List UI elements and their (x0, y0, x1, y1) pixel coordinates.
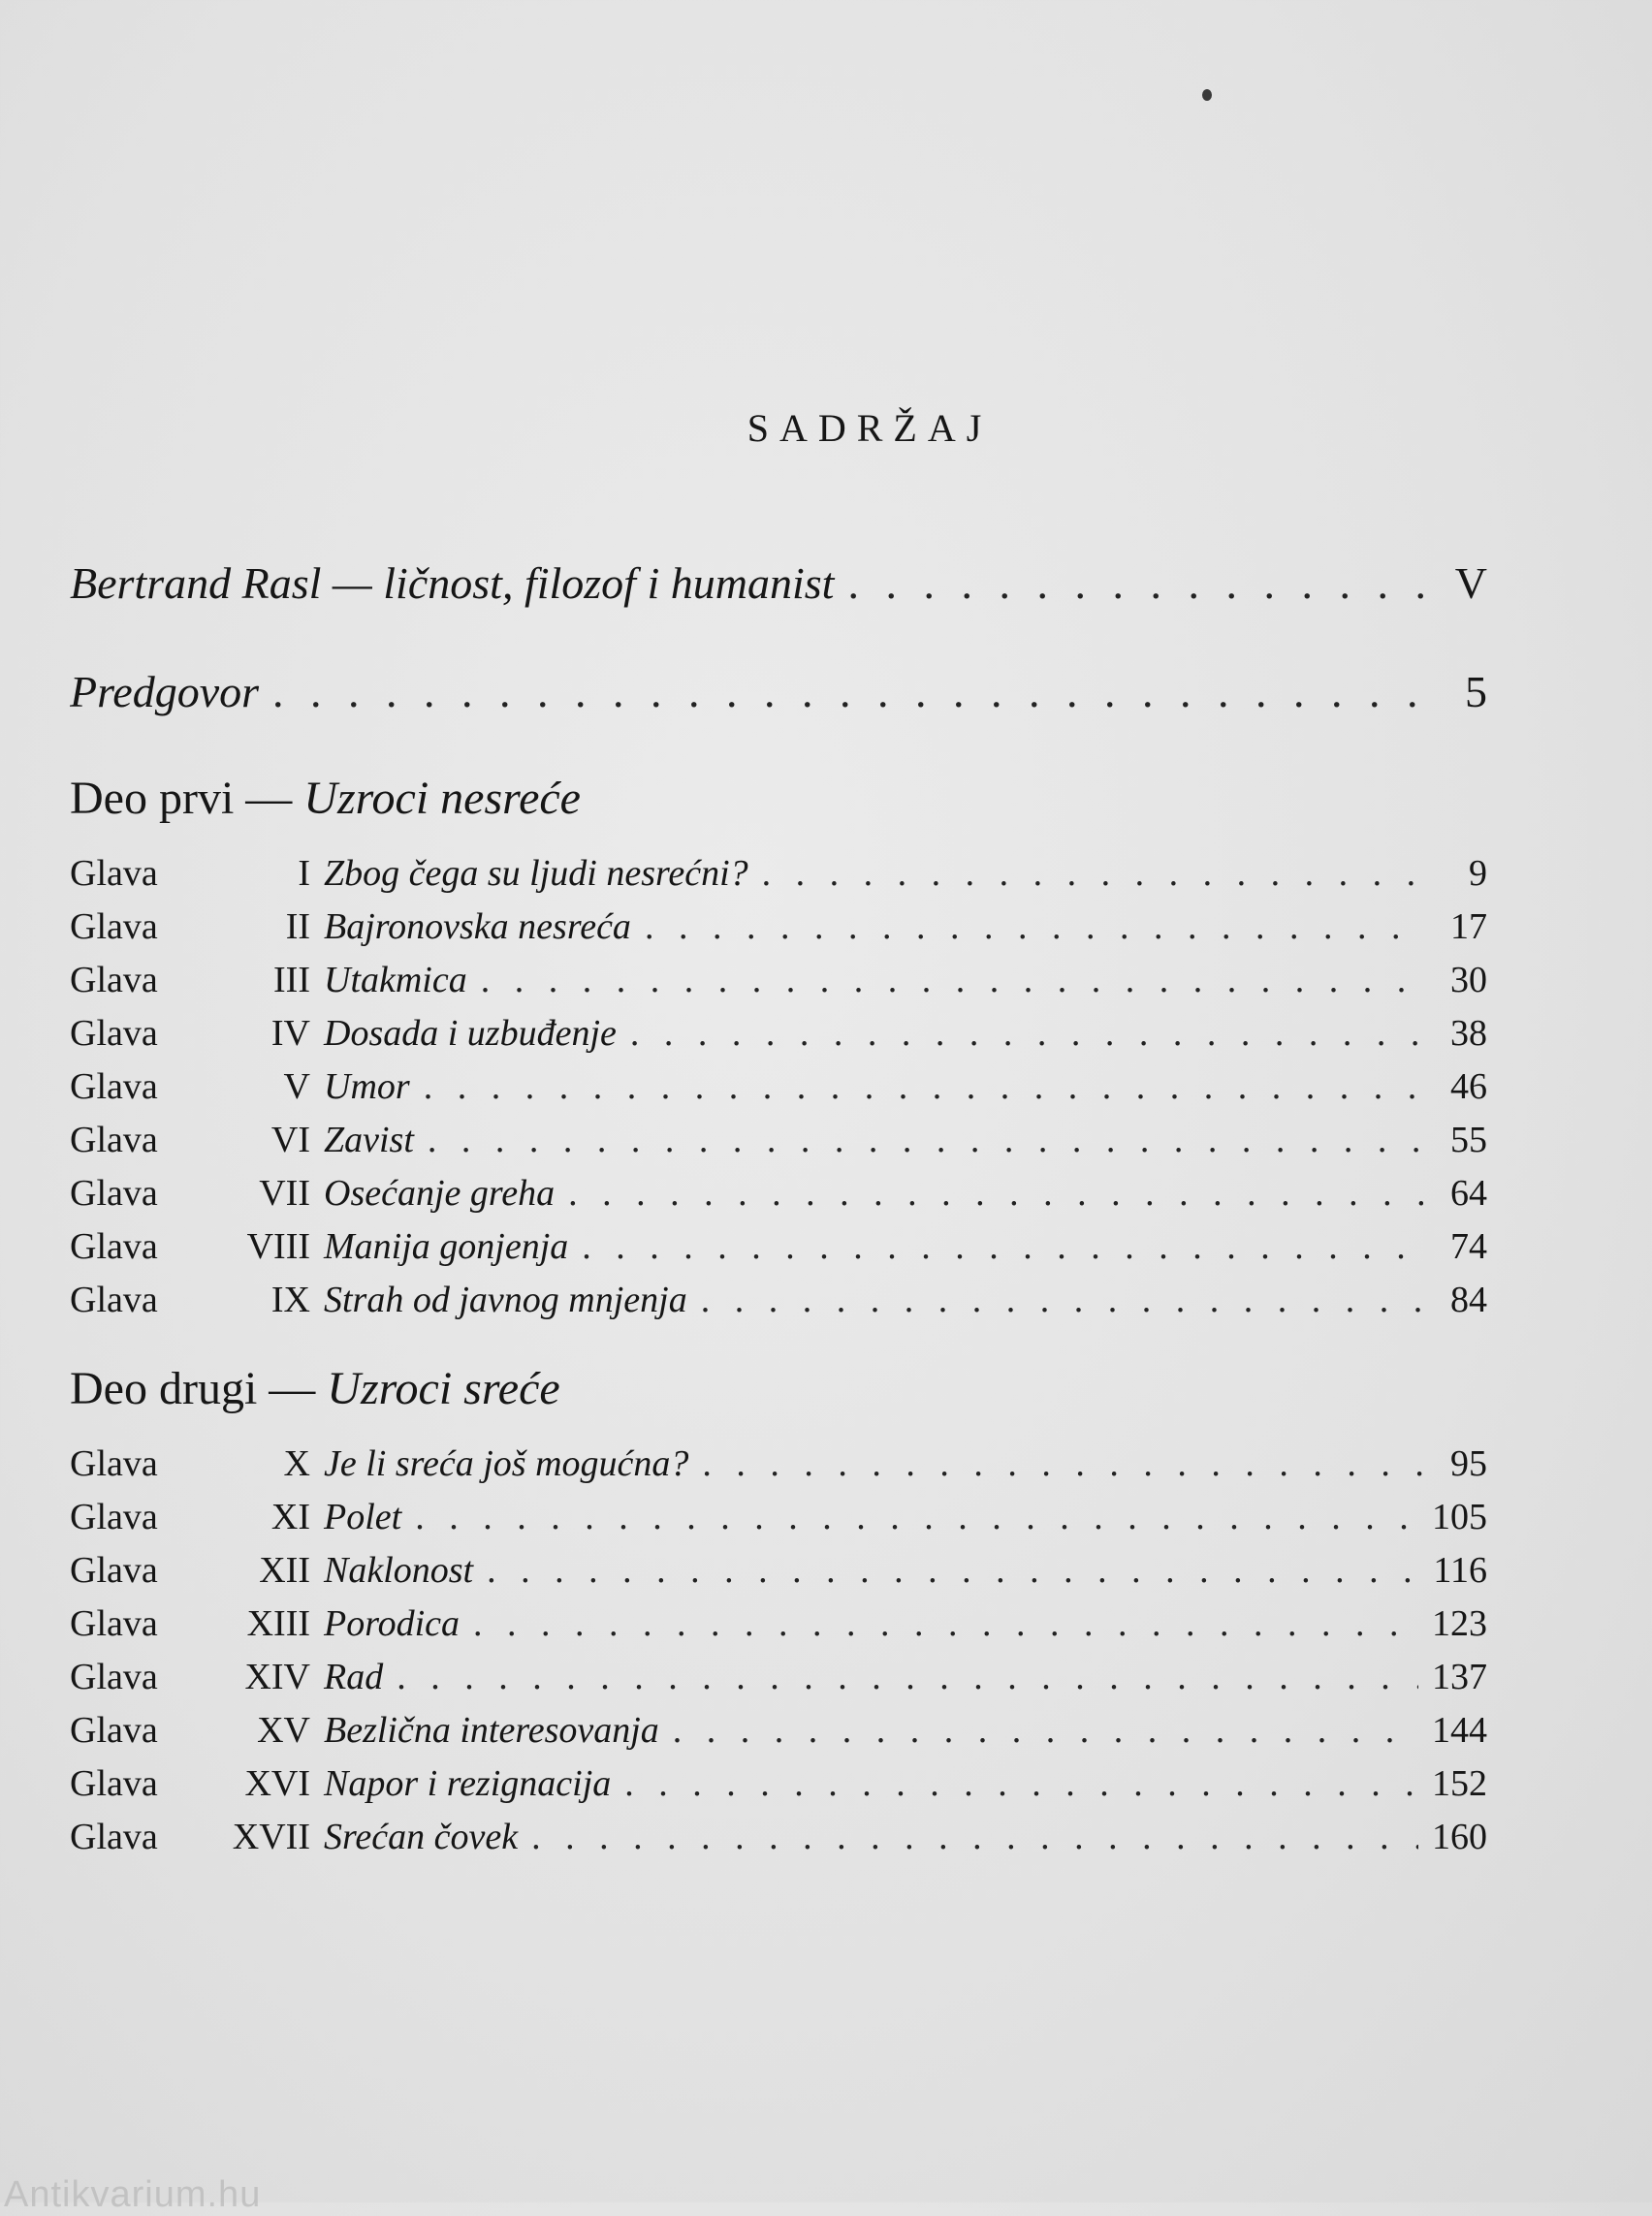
chapter-row (70, 1704, 1487, 1757)
dot-leader (397, 1651, 1418, 1704)
chapter-page: 30 (1450, 960, 1487, 1000)
chapter-page: 160 (1432, 1817, 1487, 1857)
chapter-page: 105 (1432, 1497, 1487, 1537)
chapter-row (70, 847, 1487, 901)
entry-title: Bertrand Rasl — ličnost, filozof i humanist (70, 558, 835, 608)
dot-leader (645, 901, 1423, 954)
chapter-number: XV (257, 1710, 310, 1751)
dot-leader (415, 1491, 1418, 1544)
chapter-number: VII (259, 1173, 310, 1214)
chapter-page: 9 (1469, 853, 1487, 894)
chapter-page: 74 (1450, 1226, 1487, 1267)
chapter-title: Je li sreća još mogućna? (324, 1443, 689, 1484)
dot-leader (428, 1114, 1423, 1167)
watermark: Antikvarium.hu (4, 2174, 262, 2215)
chapter-prefix: Glava (70, 906, 158, 947)
chapter-number: IV (270, 1013, 310, 1054)
chapter-row (70, 1438, 1487, 1491)
chapter-number: XII (259, 1550, 310, 1591)
chapter-number: VI (270, 1120, 310, 1160)
chapter-row (70, 1598, 1487, 1651)
chapter-title: Osećanje greha (324, 1173, 556, 1214)
chapter-row (70, 954, 1487, 1007)
chapter-prefix: Glava (70, 1013, 158, 1054)
chapter-prefix: Glava (70, 853, 158, 894)
dot-leader (568, 1167, 1423, 1220)
part-name: Deo prvi (70, 773, 235, 824)
dot-leader (673, 1704, 1418, 1757)
part-name: Deo drugi (70, 1363, 258, 1414)
chapter-page: 144 (1432, 1710, 1487, 1751)
chapter-page: 17 (1450, 906, 1487, 947)
dot-leader (272, 659, 1423, 725)
chapter-prefix: Glava (70, 1710, 158, 1751)
chapter-title: Strah od javnog mnjenja (324, 1280, 687, 1320)
part-subtitle: Uzroci nesreće (303, 773, 581, 824)
chapter-number: III (273, 960, 310, 1000)
chapter-title: Srećan čovek (324, 1817, 519, 1857)
chapter-title: Polet (324, 1497, 402, 1537)
chapter-number: II (285, 906, 310, 947)
chapter-prefix: Glava (70, 1173, 158, 1214)
page-title: SADRŽAJ (747, 406, 993, 450)
chapter-page: 95 (1450, 1443, 1487, 1484)
part-heading-first (70, 758, 1487, 839)
chapter-number: XVII (232, 1817, 310, 1857)
chapter-prefix: Glava (70, 960, 158, 1000)
chapter-prefix: Glava (70, 1763, 158, 1804)
chapter-page: 64 (1450, 1173, 1487, 1214)
chapter-number: XVI (244, 1763, 310, 1804)
chapter-row (70, 1757, 1487, 1811)
chapter-title: Dosada i uzbuđenje (324, 1013, 617, 1054)
dot-leader (624, 1757, 1418, 1811)
part-separator: — (245, 773, 293, 824)
paper-speck (1202, 89, 1212, 101)
chapter-row (70, 1167, 1487, 1220)
dot-leader (487, 1544, 1419, 1598)
dot-leader (531, 1811, 1418, 1864)
chapter-prefix: Glava (70, 1603, 158, 1644)
chapter-title: Porodica (324, 1603, 461, 1644)
chapter-row (70, 1007, 1487, 1061)
chapter-row (70, 1811, 1487, 1864)
chapter-list-part-two (70, 1438, 1487, 1864)
chapter-row (70, 1114, 1487, 1167)
chapter-prefix: Glava (70, 1550, 158, 1591)
chapter-prefix: Glava (70, 1657, 158, 1697)
dot-leader (582, 1220, 1423, 1274)
chapter-title: Umor (324, 1066, 410, 1107)
chapter-prefix: Glava (70, 1280, 158, 1320)
part-subtitle: Uzroci sreće (327, 1363, 560, 1414)
chapter-row (70, 1651, 1487, 1704)
part-heading-second (70, 1348, 1487, 1430)
chapter-page: 152 (1432, 1763, 1487, 1804)
chapter-row (70, 1220, 1487, 1274)
chapter-row (70, 1491, 1487, 1544)
chapter-number: XI (270, 1497, 310, 1537)
chapter-prefix: Glava (70, 1497, 158, 1537)
chapter-number: V (283, 1066, 310, 1107)
dot-leader (702, 1438, 1423, 1491)
chapter-row (70, 1544, 1487, 1598)
chapter-page: 46 (1450, 1066, 1487, 1107)
dot-leader (847, 551, 1423, 617)
chapter-page: 116 (1433, 1550, 1487, 1591)
chapter-list-part-one (70, 847, 1487, 1327)
chapter-number: XIII (246, 1603, 310, 1644)
entry-title: Predgovor (70, 667, 260, 716)
chapter-page: 84 (1450, 1280, 1487, 1320)
dot-leader (481, 954, 1423, 1007)
dot-leader (762, 847, 1423, 901)
chapter-prefix: Glava (70, 1226, 158, 1267)
part-separator: — (269, 1363, 316, 1414)
chapter-title: Rad (324, 1657, 384, 1697)
chapter-page: 38 (1450, 1013, 1487, 1054)
chapter-title: Naklonost (324, 1550, 474, 1591)
chapter-page: 137 (1432, 1657, 1487, 1697)
chapter-prefix: Glava (70, 1443, 158, 1484)
chapter-number: XIV (244, 1657, 310, 1697)
dot-leader (473, 1598, 1418, 1651)
chapter-title: Utakmica (324, 960, 467, 1000)
chapter-prefix: Glava (70, 1817, 158, 1857)
chapter-prefix: Glava (70, 1120, 158, 1160)
entry-page: V (1454, 558, 1487, 608)
chapter-page: 123 (1432, 1603, 1487, 1644)
chapter-number: I (298, 853, 310, 894)
chapter-page: 55 (1450, 1120, 1487, 1160)
chapter-title: Zbog čega su ljudi nesrećni? (324, 853, 748, 894)
chapter-number: VIII (246, 1226, 310, 1267)
chapter-number: X (283, 1443, 310, 1484)
dot-leader (630, 1007, 1423, 1061)
chapter-number: IX (270, 1280, 310, 1320)
chapter-title: Bezlična interesovanja (324, 1710, 659, 1751)
dot-leader (701, 1274, 1423, 1327)
entry-page: 5 (1465, 667, 1487, 716)
chapter-title: Bajronovska nesreća (324, 906, 631, 947)
chapter-title: Manija gonjenja (324, 1226, 569, 1267)
dot-leader (424, 1061, 1423, 1114)
table-of-contents (70, 543, 1487, 1864)
toc-entry-introduction (70, 551, 1487, 617)
chapter-row (70, 1274, 1487, 1327)
chapter-row (70, 901, 1487, 954)
chapter-row (70, 1061, 1487, 1114)
toc-entry-preface (70, 659, 1487, 725)
chapter-title: Napor i rezignacija (324, 1763, 612, 1804)
chapter-prefix: Glava (70, 1066, 158, 1107)
chapter-title: Zavist (324, 1120, 414, 1160)
